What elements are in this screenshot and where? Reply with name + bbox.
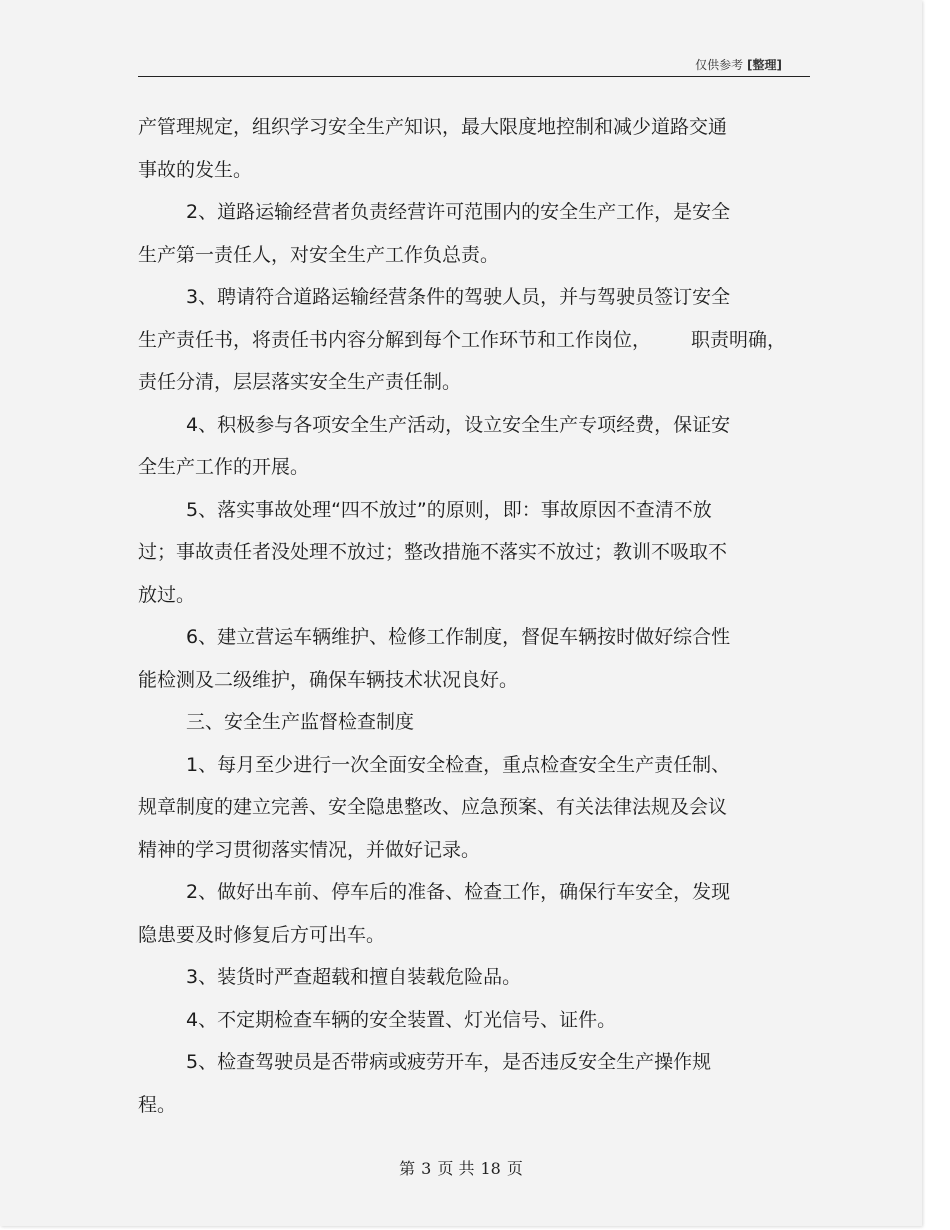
text-line: 4、不定期检查车辆的安全装置、灯光信号、证件。	[186, 1008, 617, 1031]
text-line: 3、聘请符合道路运输经营条件的驾驶人员，并与驾驶员签订安全	[186, 286, 731, 308]
header-rule	[138, 76, 810, 77]
text-line: 三、安全生产监督检查制度	[186, 711, 415, 733]
text-line: 2、做好出车前、停车后的准备、检查工作，确保行车安全，发现	[186, 881, 731, 903]
text-line: 程。	[138, 1093, 177, 1116]
text-line-part: 生产责任书，将责任书内容分解到每个工作环节和工作岗位，	[138, 328, 652, 351]
text-line: 5、检查驾驶员是否带病或疲劳开车，是否违反安全生产操作规	[186, 1051, 712, 1073]
text-line: 4、积极参与各项安全生产活动，设立安全生产专项经费，保证安	[186, 413, 731, 436]
text-line: 3、装货时严查超载和擅自装载危险品。	[186, 966, 522, 988]
text-line: 6、建立营运车辆维护、检修工作制度，督促车辆按时做好综合性	[186, 626, 731, 648]
text-line: 精神的学习贯彻落实情况，并做好记录。	[138, 838, 481, 861]
footer-prefix: 第	[399, 1159, 416, 1178]
text-line: 全生产工作的开展。	[138, 456, 310, 478]
page-header	[695, 56, 782, 73]
text-line: 规章制度的建立完善、安全隐患整改、应急预案、有关法律法规及会议	[138, 796, 728, 818]
page-footer	[0, 1156, 922, 1179]
text-line: 生产第一责任人，对安全生产工作负总责。	[138, 243, 500, 266]
text-line: 责任分清，层层落实安全生产责任制。	[138, 371, 462, 393]
footer-mid: 页 共	[437, 1159, 475, 1178]
header-note: 仅供参考	[695, 58, 744, 72]
text-line: 事故的发生。	[138, 158, 253, 181]
text-line-part: 职责明确，	[691, 328, 787, 351]
text-line: 能检测及二级维护，确保车辆技术状况良好。	[138, 668, 519, 691]
footer-page-number: 3	[421, 1159, 432, 1178]
footer-total-pages: 18	[480, 1159, 501, 1178]
header-tag: [整理]	[747, 58, 782, 72]
text-line	[138, 319, 818, 362]
text-line: 5、落实事故处理“四不放过”的原则，即：事故原因不查清不放	[186, 498, 712, 521]
text-line: 隐患要及时修复后方可出车。	[138, 923, 386, 946]
text-line: 放过。	[138, 583, 196, 606]
text-line: 过；事故责任者没处理不放过；整改措施不落实不放过；教训不吸取不	[138, 541, 728, 563]
footer-suffix: 页	[506, 1159, 523, 1178]
text-line: 产管理规定，组织学习安全生产知识，最大限度地控制和减少道路交通	[138, 116, 728, 138]
document-body	[138, 106, 818, 1126]
text-line: 2、道路运输经营者负责经营许可范围内的安全生产工作，是安全	[186, 201, 731, 223]
text-line: 1、每月至少进行一次全面安全检查，重点检查安全生产责任制、	[186, 753, 731, 776]
